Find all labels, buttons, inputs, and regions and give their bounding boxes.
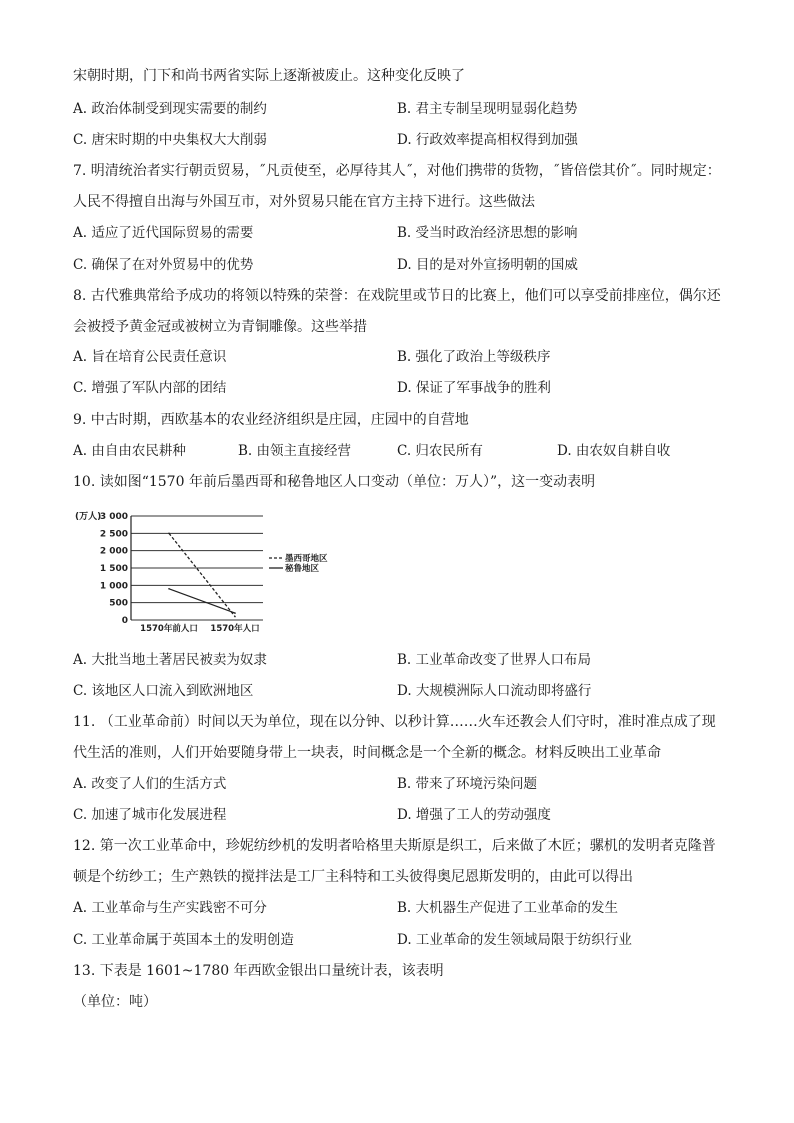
- q9-stem: 9. 中古时期，西欧基本的农业经济组织是庄园，庄园中的自营地: [73, 412, 469, 428]
- q7-stem-line-1: 7. 明清统治者实行朝贡贸易，˝凡贡使至，必厚待其人˝，对他们携带的货物，˝皆倍偿其价˝。同时规定：: [73, 163, 721, 179]
- q8-option-d[interactable]: D. 保证了军事战争的胜利: [397, 380, 551, 396]
- series-line-2: [169, 589, 235, 613]
- y-tick-label: 0: [121, 616, 128, 626]
- q12-stem-line-1: 12. 第一次工业革命中，珍妮纺纱机的发明者哈格里夫斯原是织工，后来做了木匠；骡机的发明者克隆普: [73, 838, 716, 854]
- y-tick-label: 2 000: [99, 546, 128, 557]
- q12-stem-line-2: 顿是个纺纱工；生产熟铁的搅拌法是工厂主科特和工头彼得奥尼恩斯发明的，由此可以得出: [73, 869, 633, 885]
- q10-option-b[interactable]: B. 工业革命改变了世界人口布局: [397, 652, 592, 668]
- q7-option-a[interactable]: A. 适应了近代国际贸易的需要: [73, 225, 254, 241]
- q6-option-a[interactable]: A. 政治体制受到现实需要的制约: [73, 101, 267, 117]
- q6-option-d[interactable]: D. 行政效率提高相权得到加强: [397, 132, 578, 148]
- q13-unit: （单位：吨）: [73, 994, 157, 1010]
- q7-option-c[interactable]: C. 确保了在对外贸易中的优势: [73, 257, 254, 273]
- q9-option-b[interactable]: B. 由领主直接经营: [238, 443, 352, 459]
- q6-option-c[interactable]: C. 唐宋时期的中央集权大大削弱: [73, 132, 267, 148]
- y-tick-label: 1 000: [99, 581, 128, 592]
- q9-option-a[interactable]: A. 由自由农民耕种: [73, 443, 186, 459]
- q11-option-c[interactable]: C. 加速了城市化发展进程: [73, 807, 227, 823]
- q10-option-c[interactable]: C. 该地区人口流入到欧洲地区: [73, 683, 254, 699]
- q8-stem-line-1: 8. 古代雅典常给予成功的将领以特殊的荣誉：在戏院里或节日的比赛上，他们可以享受前排座位，偶尔还: [73, 288, 721, 304]
- y-tick-label: 500: [109, 598, 128, 609]
- q7-option-d[interactable]: D. 目的是对外宣扬明朝的国威: [397, 257, 578, 273]
- population-chart: [73, 506, 343, 636]
- y-tick-label: 1 500: [99, 564, 128, 574]
- q8-option-a[interactable]: A. 旨在培育公民责任意识: [73, 349, 227, 365]
- q11-option-a[interactable]: A. 改变了人们的生活方式: [73, 776, 227, 792]
- q8-option-c[interactable]: C. 增强了军队内部的团结: [73, 380, 227, 396]
- series-line-1: [169, 533, 235, 616]
- q12-option-d[interactable]: D. 工业革命的发生领域局限于纺织行业: [397, 932, 632, 948]
- q10-stem: 10. 读如图“1570 年前后墨西哥和秘鲁地区人口变动（单位：万人）”，这一变动表明: [73, 474, 596, 490]
- q11-stem-line-2: 代生活的准则，人们开始要随身带上一块表，时间概念是一个全新的概念。材料反映出工业革命: [73, 745, 661, 761]
- q7-stem-line-2: 人民不得擅自出海与外国互市，对外贸易只能在官方主持下进行。这些做法: [73, 194, 535, 210]
- q12-option-b[interactable]: B. 大机器生产促进了工业革命的发生: [397, 900, 619, 916]
- x-tick-label: 1570年人口: [210, 624, 260, 634]
- data-point: [168, 533, 170, 535]
- legend-label-1: 墨西哥地区: [285, 554, 328, 564]
- q9-option-d[interactable]: D. 由农奴自耕自收: [557, 443, 671, 459]
- q12-option-a[interactable]: A. 工业革命与生产实践密不可分: [73, 900, 267, 916]
- q9-option-c[interactable]: C. 归农民所有: [397, 443, 483, 459]
- y-tick-label: 2 500: [99, 529, 128, 540]
- q10-option-a[interactable]: A. 大批当地土著居民被卖为奴隶: [73, 652, 267, 668]
- q6-option-b[interactable]: B. 君主专制呈现明显弱化趋势: [397, 101, 578, 117]
- data-point: [168, 588, 170, 590]
- q11-option-b[interactable]: B. 带来了环境污染问题: [397, 776, 538, 792]
- q11-stem-line-1: 11. （工业革命前）时间以天为单位，现在以分钟、以秒计算……火车还教会人们守时，准时准点成了现: [73, 714, 716, 730]
- x-tick-label: 1570年前人口: [140, 624, 198, 634]
- population-line-chart: [73, 506, 343, 636]
- y-axis-label: (万人): [75, 512, 102, 522]
- q10-option-d[interactable]: D. 大规模洲际人口流动即将盛行: [397, 683, 592, 699]
- data-point: [234, 616, 236, 618]
- q8-stem-line-2: 会被授予黄金冠或被树立为青铜雕像。这些举措: [73, 319, 367, 335]
- q11-option-d[interactable]: D. 增强了工人的劳动强度: [397, 807, 551, 823]
- data-point: [234, 612, 236, 614]
- q6-stem-tail: 宋朝时期，门下和尚书两省实际上逐渐被废止。这种变化反映了: [73, 68, 465, 84]
- q13-stem: 13. 下表是 1601~1780 年西欧金银出口量统计表，该表明: [73, 963, 444, 979]
- y-tick-label: 3 000: [99, 512, 128, 522]
- q12-option-c[interactable]: C. 工业革命属于英国本土的发明创造: [73, 932, 294, 948]
- q7-option-b[interactable]: B. 受当时政治经济思想的影响: [397, 225, 578, 241]
- legend-label-2: 秘鲁地区: [285, 564, 320, 574]
- q8-option-b[interactable]: B. 强化了政治上等级秩序: [397, 349, 551, 365]
